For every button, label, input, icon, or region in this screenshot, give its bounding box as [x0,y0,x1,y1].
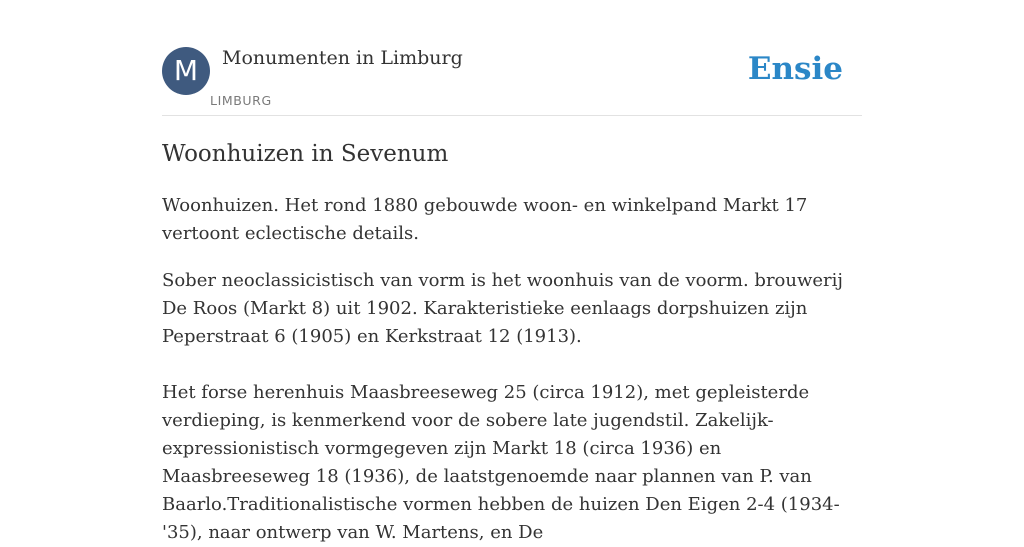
paragraph-1: Woonhuizen. Het rond 1880 gebouwde woon- en winkelpand Markt 17 vertoont eclectische details. [162,195,808,244]
category-label[interactable]: LIMBURG [210,93,272,108]
entry-content [162,138,862,547]
paragraph-3: Het forse herenhuis Maasbreeseweg 25 (circa 1912), met gepleisterde verdieping, is kenmerkend voor de sobere late jugendstil. Zakelijk-expressionistisch vormgegeven zijn Markt 18 (circa 1936) en Maasbreeseweg 18 (1936), de laatstgenoemde naar plannen van P. van Baarlo.Traditionalistische vormen hebben de huizen Den Eigen 2-4 (1934-'35), naar ontwerp van W. Martens, en De [162,382,840,543]
entry-title: Woonhuizen in Sevenum [162,141,449,167]
avatar[interactable]: M [162,47,210,95]
dictionary-title[interactable]: Monumenten in Limburg [222,47,463,69]
paragraph-2: Sober neoclassicistisch van vorm is het woonhuis van de voorm. brouwerij De Roos (Markt 8) uit 1902. Karakteristieke eenlaags dorpshuizen zijn Peperstraat 6 (1905) en Kerkstraat 12 (1913). [162,270,843,347]
ensie-logo[interactable]: Ensie [747,51,843,87]
header [162,0,862,116]
